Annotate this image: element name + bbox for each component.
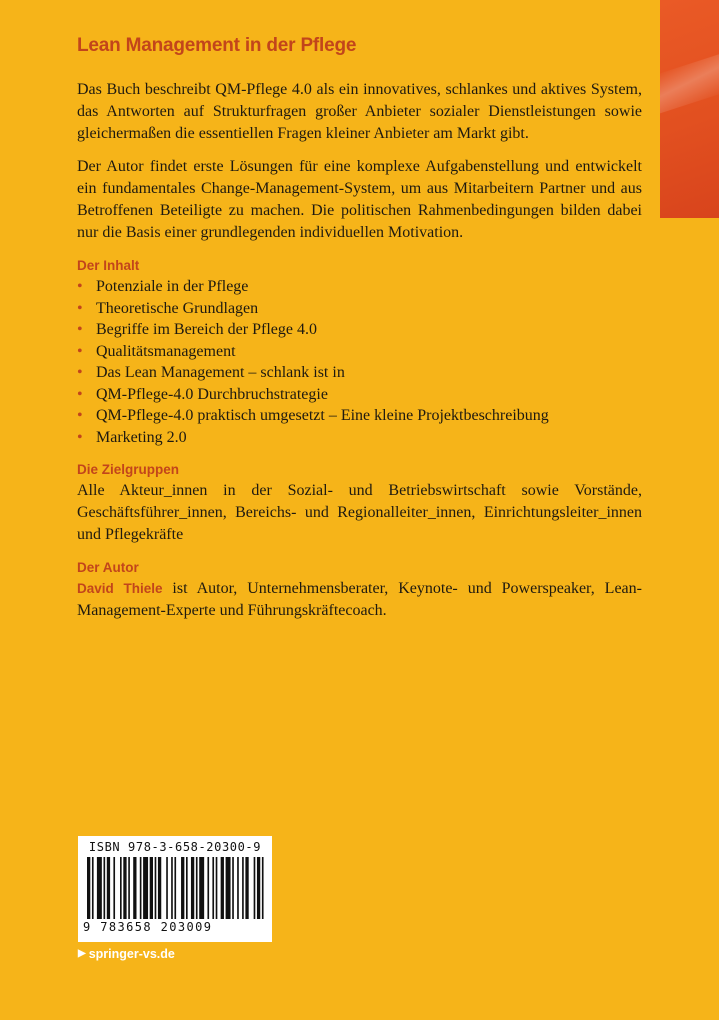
bullet-icon: • [77,385,83,403]
bullet-icon: • [77,428,83,446]
corner-sheen [660,47,719,116]
book-title: Lean Management in der Pflege [77,35,357,56]
list-item: • Marketing 2.0 [77,427,642,449]
bullet-icon: • [77,321,83,338]
barcode-bars [83,857,267,919]
contents-list [77,276,642,448]
list-item: • Das Lean Management – schlank ist in [77,362,642,384]
bullet-icon: • [77,407,83,424]
bullet-icon: • [77,364,83,381]
arrow-right-icon: ▶ [78,948,86,959]
publisher-link[interactable] [78,947,175,961]
list-item: • Theoretische Grundlagen [77,298,642,320]
author-heading: Der Autor [77,560,139,575]
bullet-icon: • [77,342,83,360]
author-name: David Thiele [77,581,163,596]
isbn-label: ISBN 978-3-658-20300-9 [88,840,262,854]
isbn-barcode [78,836,272,942]
list-item: • QM-Pflege-4.0 praktisch umgesetzt – Eine kleine Projektbeschreibung [77,405,642,427]
author-bio [77,578,642,622]
list-item: • Potenziale in der Pflege [77,276,642,298]
barcode-digits: 9 783658 203009 [83,920,213,934]
list-item: • Qualitätsmanagement [77,341,642,363]
publisher-url: springer-vs.de [88,947,175,961]
list-item: • Begriffe im Bereich der Pflege 4.0 [77,319,642,341]
list-item: • QM-Pflege-4.0 Durchbruchstrategie [77,384,642,406]
back-cover-text [77,35,642,633]
description-paragraph-1: Das Buch beschreibt QM-Pflege 4.0 als ein innovatives, schlankes und aktives System, das Antworten auf Strukturfragen großer Anbieter sozialer Dienstleistungen sowie gleichermaßen die essentiellen Fragen kleiner Anbieter am Markt gibt. [77,81,642,142]
bullet-icon: • [77,299,83,317]
target-groups-heading: Die Zielgruppen [77,462,180,477]
author-bio-text: ist Autor, Unternehmensberater, Keynote- und Powerspeaker, Lean-Management-Experte und Führungskräftecoach. [77,580,642,619]
bullet-icon: • [77,278,83,295]
description-paragraph-2: Der Autor findet erste Lösungen für eine komplexe Aufgabenstellung und entwickelt ein fundamentales Change-Management-System, um aus Mitarbeitern Partner und aus Betroffenen Beteiligte zu machen. Die politischen Rahmenbedingungen bilden dabei nur die Basis einer grundlegenden individuellen Motivation. [77,158,642,241]
contents-heading: Der Inhalt [77,258,140,273]
corner-accent-block [660,0,719,218]
target-groups-text: Alle Akteur_innen in der Sozial- und Betriebswirtschaft sowie Vorstände, Geschäftsführer_innen, Bereichs- und Regionalleiter_innen, Einrichtungsleiter_innen und Pflegekräfte [77,482,642,543]
